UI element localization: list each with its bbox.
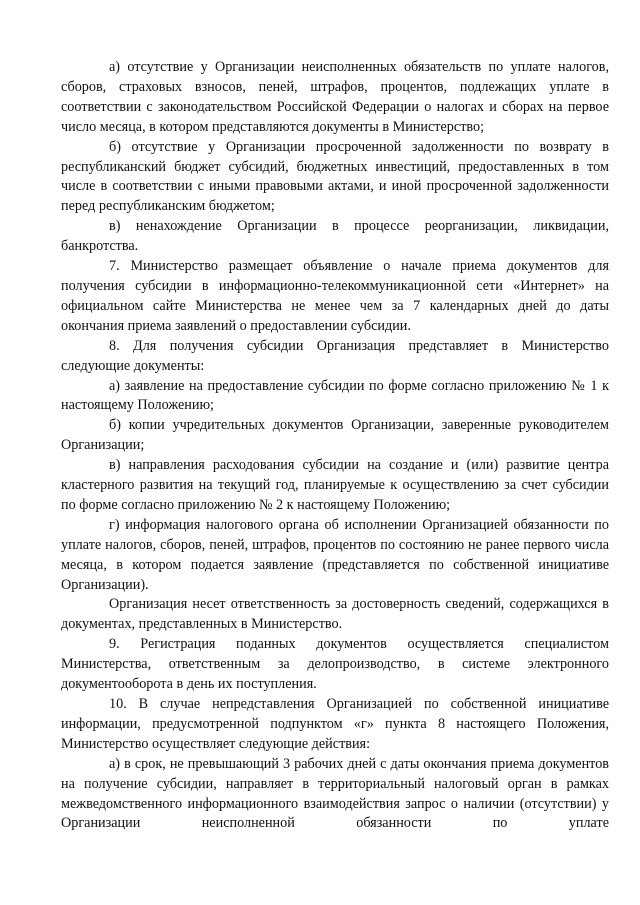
paragraph-9: 9. Регистрация поданных документов осуществляется специалистом Министерства, ответственным за делопроизводство, в системе электронного документооборота в день их поступления. [61, 636, 609, 693]
paragraph-1-a: а) отсутствие у Организации неисполненных обязательств по уплате налогов, сборов, страховых взносов, пеней, штрафов, процентов, подлежащих уплате в соответствии с законодательством Российской Федерации о налогах и сборах на первое число месяца, в котором представляются документы в Министерство; [61, 59, 609, 135]
paragraph-8: 8. Для получения субсидии Организация представляет в Министерство следующие документы: [61, 337, 609, 374]
paragraph-8-d: г) информация налогового органа об исполнении Организацией обязанности по уплате налогов, сборов, пеней, штрафов, процентов по состоянию не ранее первого числа месяца, в котором подается заявление (представляется по собственной инициативе Организации). [61, 516, 609, 593]
paragraph-7: 7. Министерство размещает объявление о начале приема документов для получения субсидии в информационно-телекоммуникационной сети «Интернет» на официальном сайте Министерства не менее чем за 7 календарных дней до даты окончания приема заявлений о предоставлении субсидии. [61, 258, 609, 334]
paragraph-1-b: б) отсутствие у Организации просроченной задолженности по возврату в республиканский бюджет субсидий, бюджетных инвестиций, предоставленных в том числе в соответствии с иными правовыми актами, и иной просроченной задолженности перед республиканским бюджетом; [61, 138, 609, 215]
paragraph-10-a: а) в срок, не превышающий 3 рабочих дней с даты окончания приема документов на получение субсидии, направляет в территориальный налоговый орган в рамках межведомственного информационного взаимодействия запрос о наличии (отсутствии) у Организации неисполненной обязанности по уплате [61, 755, 609, 832]
paragraph-responsibility: Организация несет ответственность за достоверность сведений, содержащихся в документах, представленных в Министерство. [61, 596, 609, 633]
paragraph-8-c: в) направления расходования субсидии на создание и (или) развитие центра кластерного развития на текущий год, планируемые к осуществлению за счет субсидии по форме согласно приложению № 2 к настоящему Положению; [61, 457, 609, 513]
paragraph-1-c: в) ненахождение Организации в процессе реорганизации, ликвидации, банкротства. [61, 218, 609, 255]
paragraph-10: 10. В случае непредставления Организацией по собственной инициативе информации, предусмотренной подпунктом «г» пункта 8 настоящего Положения, Министерство осуществляет следующие действия: [61, 696, 609, 752]
paragraph-8-a: а) заявление на предоставление субсидии по форме согласно приложению № 1 к настоящему Положению; [61, 377, 609, 414]
paragraph-8-b: б) копии учредительных документов Организации, заверенные руководителем Организации; [61, 417, 609, 454]
